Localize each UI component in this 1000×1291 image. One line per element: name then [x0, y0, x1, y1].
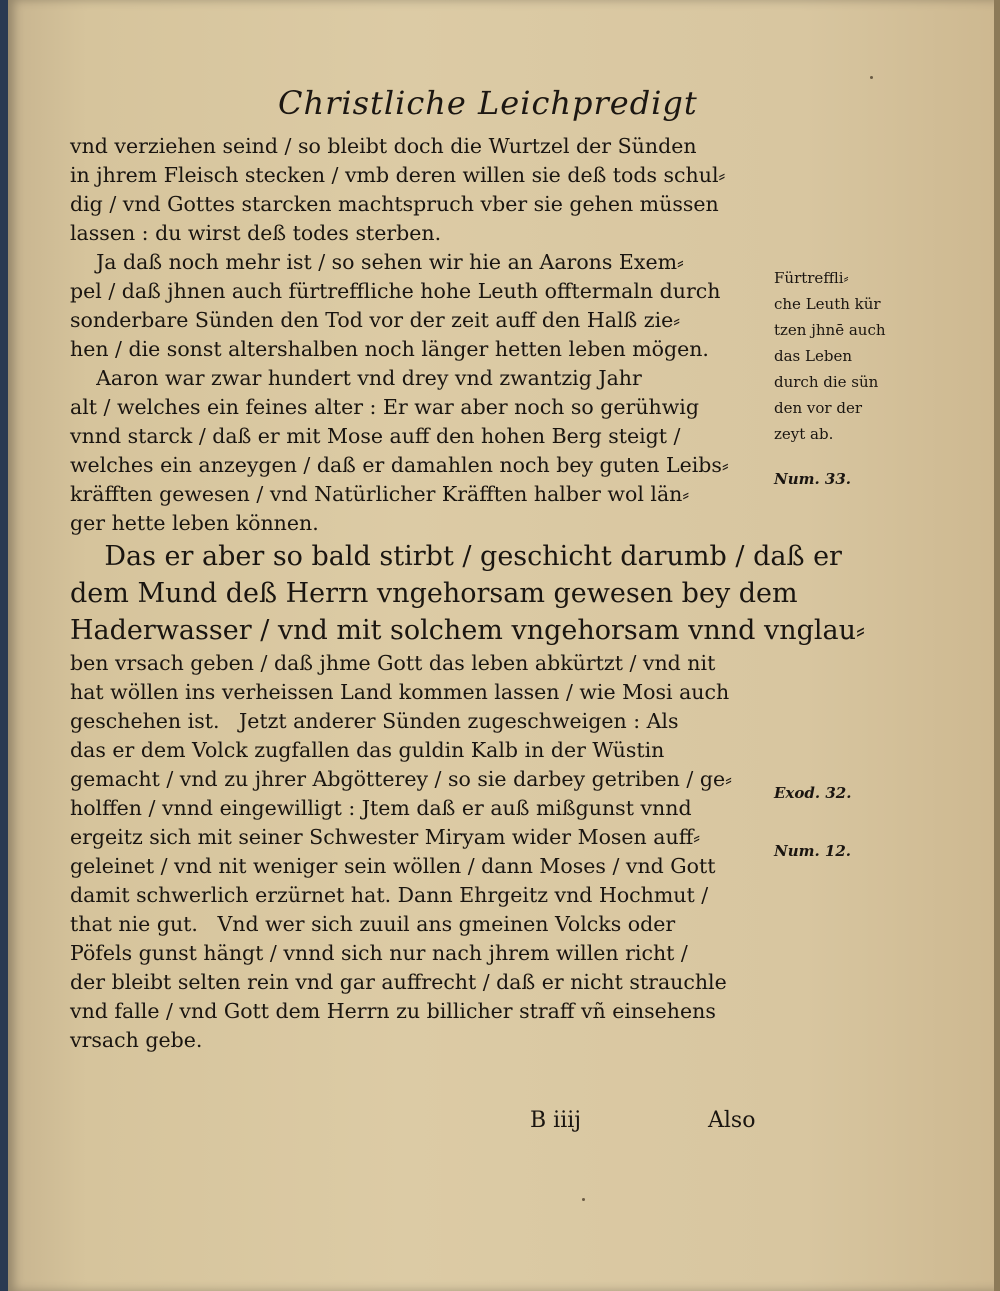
- margin-ref-num-12: Num. 12.: [774, 842, 852, 860]
- text-line: welches ein anzeygen / daß er damahlen noch bey guten Leibs⸗: [70, 453, 729, 477]
- text-line: Ja daß noch mehr ist / so sehen wir hie an Aarons Exem⸗: [70, 250, 684, 274]
- text-line: vnd verziehen seind / so bleibt doch die Wurtzel der Sünden: [70, 134, 697, 158]
- text-line: alt / welches ein feines alter : Er war aber noch so gerühwig: [70, 395, 699, 419]
- text-line: kräfften gewesen / vnd Natürlicher Kräfften halber wol län⸗: [70, 482, 690, 506]
- text-line: das er dem Volck zugfallen das guldin Kalb in der Wüstin: [70, 738, 665, 762]
- text-line: in jhrem Fleisch stecken / vmb deren willen sie deß tods schul⸗: [70, 163, 726, 187]
- text-line: vnd falle / vnd Gott dem Herrn zu billicher straff vñ einsehens: [70, 999, 716, 1023]
- text-line: holffen / vnnd eingewilligt : Jtem daß er auß mißgunst vnnd: [70, 796, 692, 820]
- margin-note-line: che Leuth kür: [774, 295, 881, 313]
- text-line: ergeitz sich mit seiner Schwester Miryam wider Mosen auff⸗: [70, 825, 701, 849]
- signature-mark: B iiij: [530, 1108, 582, 1133]
- text-line: vnnd starck / daß er mit Mose auff den hohen Berg steigt /: [70, 424, 681, 448]
- margin-note-line: Fürtreffli⸗: [774, 269, 849, 287]
- book-page: [8, 0, 1000, 1291]
- text-line: Pöfels gunst hängt / vnnd sich nur nach jhrem willen richt /: [70, 941, 688, 965]
- text-line: dig / vnd Gottes starcken machtspruch vber sie gehen müssen: [70, 192, 719, 216]
- margin-note-line: durch die sün: [774, 373, 879, 391]
- running-heading: Christliche Leichpredigt: [278, 84, 698, 122]
- margin-ref-num-33: Num. 33.: [774, 470, 852, 488]
- text-line: gemacht / vnd zu jhrer Abgötterey / so sie darbey getriben / ge⸗: [70, 767, 732, 791]
- text-line: hat wöllen ins verheissen Land kommen lassen / wie Mosi auch: [70, 680, 730, 704]
- text-line: pel / daß jhnen auch fürtreffliche hohe Leuth offtermaln durch: [70, 279, 721, 303]
- text-line: geleinet / vnd nit weniger sein wöllen / dann Moses / vnd Gott: [70, 854, 716, 878]
- text-line: ben vrsach geben / daß jhme Gott das leben abkürtzt / vnd nit: [70, 651, 716, 675]
- text-line: that nie gut. Vnd wer sich zuuil ans gmeinen Volcks oder: [70, 912, 676, 936]
- text-line: Aaron war zwar hundert vnd drey vnd zwantzig Jahr: [70, 366, 642, 390]
- text-line: damit schwerlich erzürnet hat. Dann Ehrgeitz vnd Hochmut /: [70, 883, 709, 907]
- paper-speck: [582, 1198, 585, 1201]
- text-line: lassen : du wirst deß todes sterben.: [70, 221, 442, 245]
- text-line: hen / die sonst altershalben noch länger hetten leben mögen.: [70, 337, 709, 361]
- text-line: vrsach gebe.: [70, 1028, 203, 1052]
- margin-ref-exod-32: Exod. 32.: [774, 784, 852, 802]
- page-edge: [994, 0, 1000, 1291]
- margin-note-line: das Leben: [774, 347, 852, 365]
- text-line: Haderwasser / vnd mit solchem vngehorsam vnnd vnglau⸗: [70, 615, 866, 646]
- text-line: geschehen ist. Jetzt anderer Sünden zugeschweigen : Als: [70, 709, 679, 733]
- text-line: ger hette leben können.: [70, 511, 319, 535]
- catchword: Also: [708, 1108, 756, 1133]
- paper-speck: [870, 76, 873, 79]
- margin-note: [774, 265, 904, 447]
- margin-note-line: zeyt ab.: [774, 425, 834, 443]
- text-line: dem Mund deß Herrn vngehorsam gewesen bey dem: [70, 578, 798, 609]
- margin-note-line: tzen jhnē auch: [774, 321, 886, 339]
- text-line: der bleibt selten rein vnd gar auffrecht / daß er nicht strauchle: [70, 970, 727, 994]
- text-line: Das er aber so bald stirbt / geschicht darumb / daß er: [70, 541, 842, 572]
- margin-note-line: den vor der: [774, 399, 863, 417]
- text-line: sonderbare Sünden den Tod vor der zeit auff den Halß zie⸗: [70, 308, 681, 332]
